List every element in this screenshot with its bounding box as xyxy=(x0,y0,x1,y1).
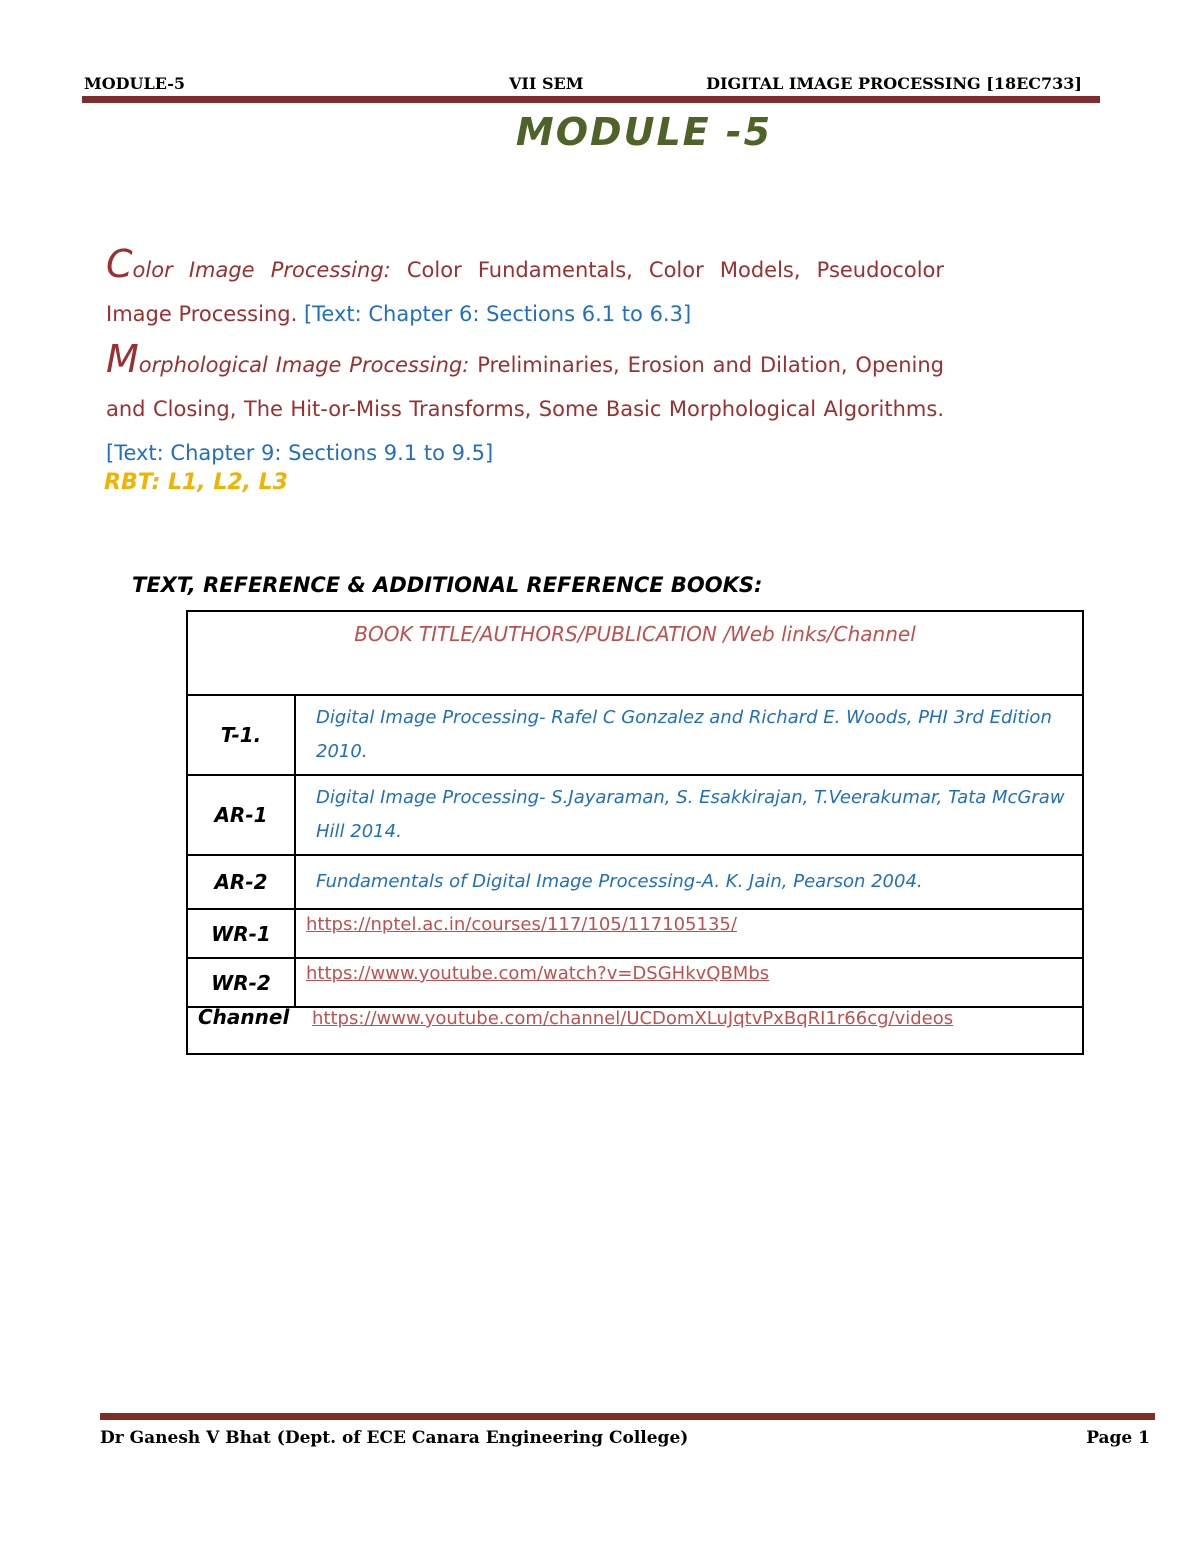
table-header: BOOK TITLE/AUTHORS/PUBLICATION /Web links/Channel xyxy=(187,611,1083,695)
row-entry xyxy=(295,909,1083,958)
table-header-row xyxy=(187,611,1083,695)
channel-label: Channel xyxy=(198,1005,290,1029)
morph-topic: orphological Image Processing: xyxy=(138,353,470,377)
channel-link-wrap xyxy=(312,1008,953,1029)
row-entry: Digital Image Processing- Rafel C Gonzalez and Richard E. Woods, PHI 3rd Edition 2010. xyxy=(295,695,1083,775)
header-course: DIGITAL IMAGE PROCESSING [18EC733] xyxy=(706,74,1082,93)
footer-author: Dr Ganesh V Bhat (Dept. of ECE Canara Engineering College) xyxy=(100,1428,689,1448)
row-entry xyxy=(295,958,1083,1007)
table-row xyxy=(187,695,1083,775)
reference-table xyxy=(186,610,1084,1055)
morph-content: Preliminaries, Erosion and Dilation, Opening and Closing, The Hit-or-Miss Transforms, Some Basic Morphological Algorithms. xyxy=(106,353,944,421)
color-topic: olor Image Processing: xyxy=(132,258,391,282)
nptel-link[interactable]: https://nptel.ac.in/courses/117/105/117105135/ xyxy=(306,914,737,935)
table-row xyxy=(187,958,1083,1007)
morph-dropcap: M xyxy=(106,337,139,381)
color-text-reference: [Text: Chapter 6: Sections 6.1 to 6.3] xyxy=(303,302,692,326)
books-heading: TEXT, REFERENCE & ADDITIONAL REFERENCE BOOKS: xyxy=(132,573,763,597)
module-title: MODULE -5 xyxy=(515,110,773,154)
morph-text-reference: [Text: Chapter 9: Sections 9.1 to 9.5] xyxy=(106,441,494,465)
row-code: WR-1 xyxy=(187,909,295,958)
row-entry: Fundamentals of Digital Image Processing-A. K. Jain, Pearson 2004. xyxy=(295,855,1083,909)
table-row xyxy=(187,855,1083,909)
syllabus-section xyxy=(106,242,945,475)
row-entry: Digital Image Processing- S.Jayaraman, S. Esakkirajan, T.Veerakumar, Tata McGraw Hill 2014. xyxy=(295,775,1083,855)
page-header xyxy=(82,72,1100,96)
youtube-video-link[interactable]: https://www.youtube.com/watch?v=DSGHkvQBMbs xyxy=(306,963,770,984)
youtube-channel-link[interactable]: https://www.youtube.com/channel/UCDomXLuJqtvPxBqRI1r66cg/videos xyxy=(312,1008,954,1029)
footer-rule xyxy=(100,1413,1155,1420)
morphology-paragraph xyxy=(106,337,944,475)
table-row xyxy=(187,909,1083,958)
header-semester: VII SEM xyxy=(509,74,584,93)
header-rule xyxy=(82,96,1100,103)
color-content: Color Fundamentals, Color Models, Pseudocolor Image Processing. xyxy=(106,258,945,326)
row-code: AR-1 xyxy=(187,775,295,855)
row-code: T-1. xyxy=(187,695,295,775)
page-number: Page 1 xyxy=(1086,1428,1150,1448)
header-module: MODULE-5 xyxy=(84,74,185,93)
color-dropcap: C xyxy=(106,242,133,286)
row-code: AR-2 xyxy=(187,855,295,909)
table-row xyxy=(187,775,1083,855)
row-code: WR-2 xyxy=(187,958,295,1007)
rbt-levels: RBT: L1, L2, L3 xyxy=(104,470,288,495)
color-processing-paragraph xyxy=(106,242,945,336)
